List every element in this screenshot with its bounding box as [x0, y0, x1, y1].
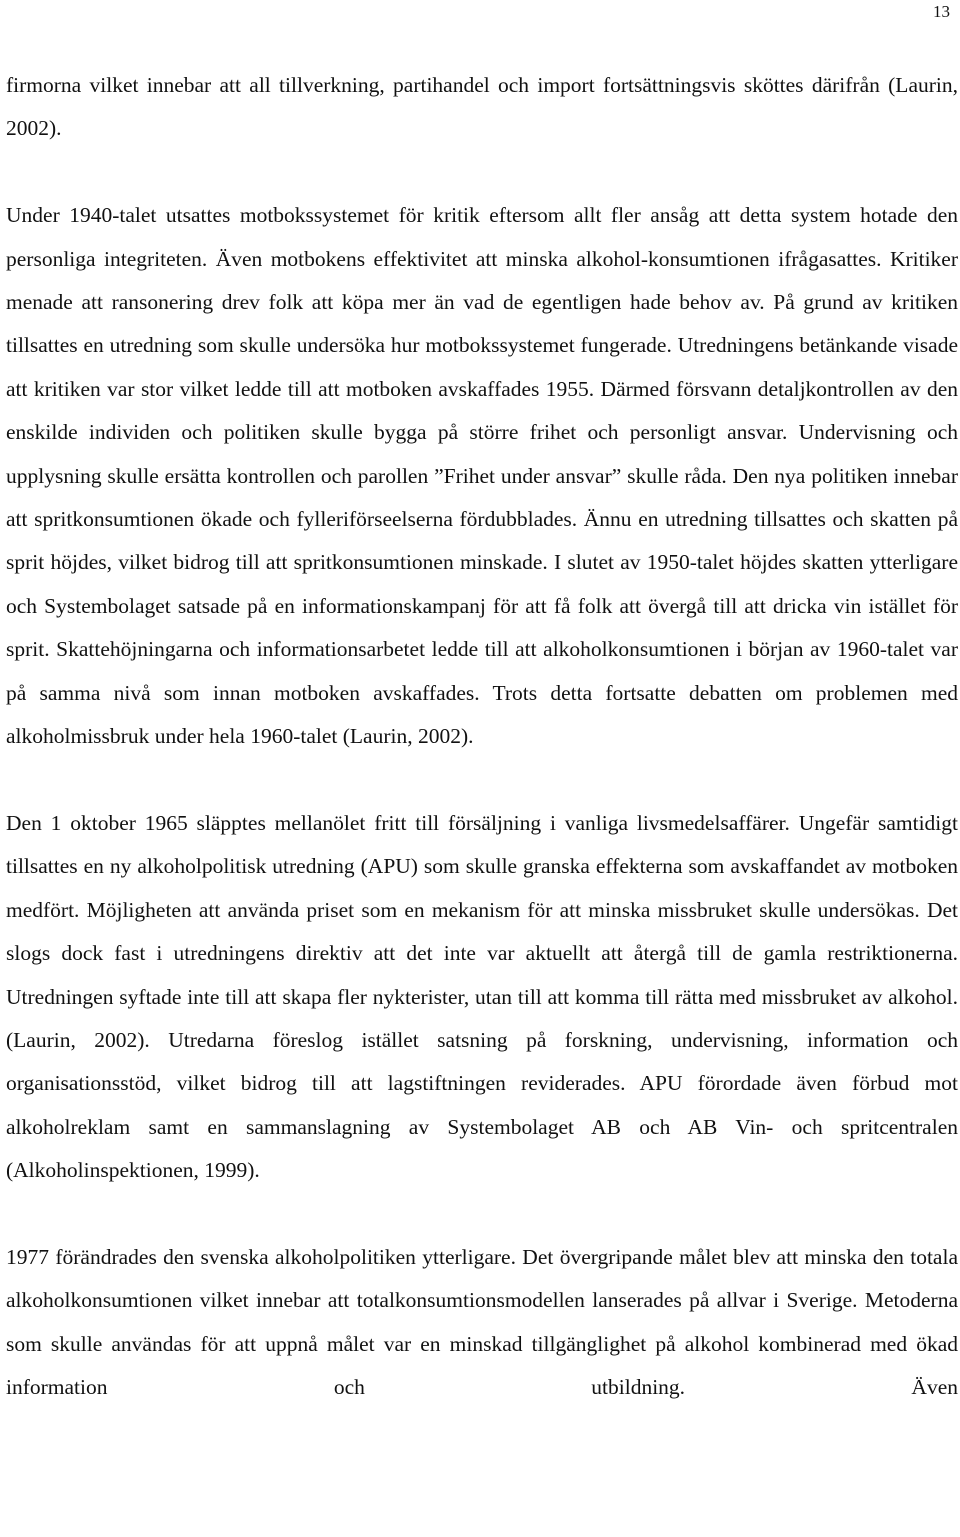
- paragraph-3: Den 1 oktober 1965 släpptes mellanölet fritt till försäljning i vanliga livsmedelsaffärer. Ungefär samtidigt tillsattes en ny alkoholpolitisk utredning (APU) som skulle granska effekterna som avskaffandet av motboken medfört. Möjligheten att använda priset som en mekanism för att minska missbruket skulle undersökas. Det slogs dock fast i utredningens direktiv att det inte var aktuellt att återgå till de gamla restriktionerna. Utredningen syftade inte till att skapa fler nykterister, utan till att komma till rätta med missbruket av alkohol. (Laurin, 2002). Utredarna föreslog istället satsning på forskning, undervisning, information och organisationsstöd, vilket bidrog till att lagstiftningen reviderades. APU förordade även förbud mot alkoholreklam samt en sammanslagning av Systembolaget AB och AB Vin- och spritcentralen (Alkoholinspektionen, 1999).: [6, 810, 958, 1183]
- document-body: [6, 64, 958, 1410]
- paragraph-1: firmorna vilket innebar att all tillverkning, partihandel och import fortsättningsvis sköttes därifrån (Laurin, 2002).: [6, 73, 958, 141]
- paragraph-4: 1977 förändrades den svenska alkoholpolitiken ytterligare. Det övergripande målet blev att minska den totala alkoholkonsumtionen vilket innebar att totalkonsumtionsmodellen lanserades på allvar i Sverige. Metoderna som skulle användas för att uppnå målet var en minskad tillgänglighet på alkohol kombinerad med ökad information och utbildning. Även: [6, 1244, 958, 1400]
- page-number: 13: [933, 2, 950, 21]
- paragraph-2: Under 1940-talet utsattes motbokssystemet för kritik eftersom allt fler ansåg att detta system hotade den personliga integriteten. Även motbokens effektivitet att minska alkohol-konsumtionen ifrågasattes. Kritiker menade att ransonering drev folk att köpa mer än vad de egentligen hade behov av. På grund av kritiken tillsattes en utredning som skulle undersöka hur motbokssystemet fungerade. Utredningens betänkande visade att kritiken var stor vilket ledde till att motboken avskaffades 1955. Därmed försvann detaljkontrollen av den enskilde individen och politiken skulle bygga på större frihet och personligt ansvar. Undervisning och upplysning skulle ersätta kontrollen och parollen ”Frihet under ansvar” skulle råda. Den nya politiken innebar att spritkonsumtionen ökade och fylleriförseelserna fördubblades. Ännu en utredning tillsattes och skatten på sprit höjdes, vilket bidrog till att spritkonsumtionen minskade. I slutet av 1950-talet höjdes skatten ytterligare och Systembolaget satsade på en informationskampanj för att få folk att övergå till att dricka vin istället för sprit. Skattehöjningarna och informationsarbetet ledde till att alkoholkonsumtionen i början av 1960-talet var på samma nivå som innan motboken avskaffades. Trots detta fortsatte debatten om problemen med alkoholmissbruk under hela 1960-talet (Laurin, 2002).: [6, 203, 958, 749]
